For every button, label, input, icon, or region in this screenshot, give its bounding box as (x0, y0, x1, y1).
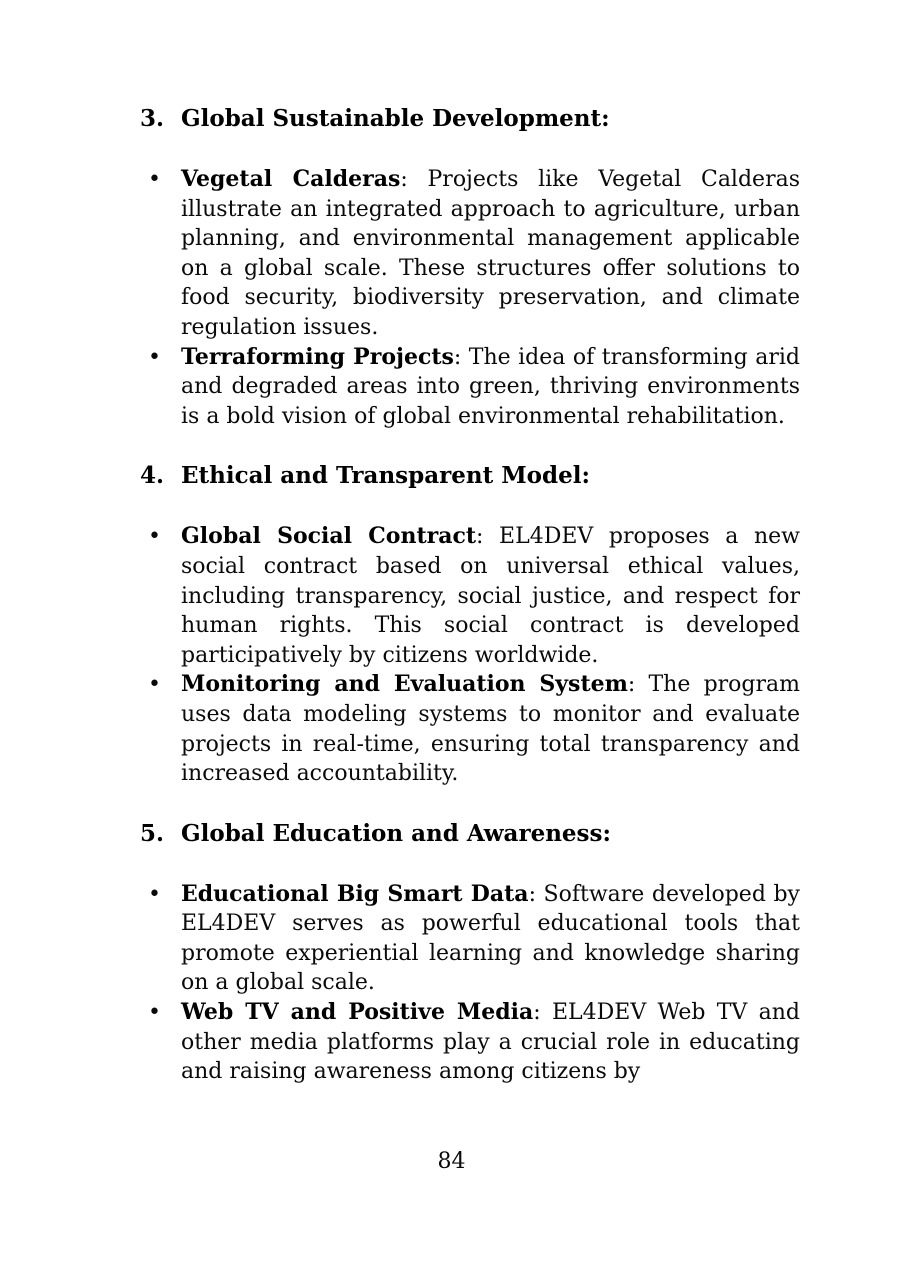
section-number: 3. (140, 105, 165, 132)
list-item (140, 343, 800, 432)
bullet-text: : Software developed by EL4DEV serves as powerful educational tools that promote experiential learning and knowledge sharing on a global scale. (181, 881, 800, 996)
bullet-list (140, 880, 800, 1087)
section-heading-4 (140, 461, 800, 491)
list-item (140, 880, 800, 998)
bullet-term: Terraforming Projects (181, 343, 454, 370)
bullet-list (140, 165, 800, 431)
section-title: Global Sustainable Development: (181, 105, 610, 132)
bullet-text: : The idea of transforming arid and degraded areas into green, thriving environments is a bold vision of global environmental rehabilitation. (181, 344, 800, 429)
bullet-icon: • (148, 167, 161, 192)
section-number: 4. (140, 462, 165, 490)
bullet-term: Global Social Contract (181, 523, 477, 550)
bullet-term: Web TV and Positive Media (181, 999, 534, 1026)
page-number: 84 (437, 1149, 466, 1174)
list-item (140, 670, 800, 788)
bullet-text: : Projects like Vegetal Calderas illustrate an integrated approach to agriculture, urban planning, and environmental management applicable on a global scale. These structures offer solutions to food security, biodiversity preservation, and climate regulation issues. (181, 167, 800, 340)
bullet-text: : The program uses data modeling systems to monitor and evaluate projects in real-time, ensuring total transparency and increased accountability. (181, 672, 800, 787)
bullet-icon: • (148, 344, 161, 370)
section-heading-3 (140, 104, 800, 134)
bullet-term: Monitoring and Evaluation System (181, 671, 628, 698)
list-item (140, 998, 800, 1087)
bullet-text: : EL4DEV Web TV and other media platforms play a crucial role in educating and raising awareness among citizens by (181, 1000, 800, 1085)
section-number: 5. (140, 819, 165, 847)
list-item (140, 522, 800, 670)
bullet-icon: • (148, 672, 161, 698)
page-content (140, 74, 800, 1087)
list-item (140, 165, 800, 343)
section-title: Ethical and Transparent Model: (181, 462, 590, 490)
bullet-list (140, 522, 800, 788)
section-heading-5 (140, 819, 800, 849)
bullet-icon: • (148, 524, 161, 550)
bullet-icon: • (148, 881, 161, 907)
bullet-icon: • (148, 1000, 161, 1026)
bullet-text: : EL4DEV proposes a new social contract based on universal ethical values, including transparency, social justice, and respect for human rights. This social contract is developed participatively by citizens worldwide. (181, 524, 801, 668)
bullet-term: Educational Big Smart Data (181, 880, 529, 907)
section-title: Global Education and Awareness: (181, 819, 611, 847)
bullet-term: Vegetal Calderas (181, 166, 401, 192)
